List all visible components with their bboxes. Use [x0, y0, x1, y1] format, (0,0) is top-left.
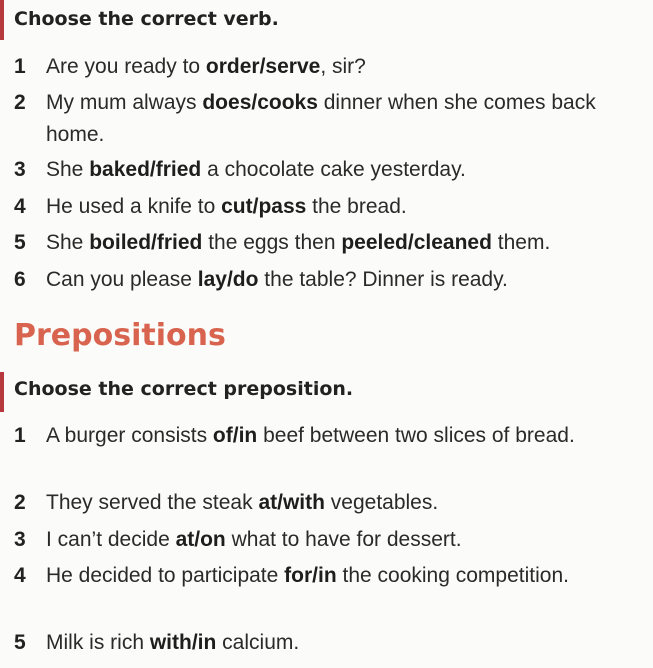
preposition-item-5 [14, 627, 653, 659]
item-number: 1 [14, 55, 26, 78]
section-marker-bar [0, 0, 4, 40]
preposition-choice: of/in [212, 424, 258, 447]
item-text: He decided to participate for/in the cooking competition. [46, 564, 569, 587]
item-text: They served the steak at/with vegetables. [46, 491, 439, 514]
item-text: My mum always does/cooks dinner when she comes back home. [46, 91, 596, 146]
item-number: 2 [14, 91, 26, 114]
verb-item-3 [14, 154, 653, 186]
item-number: 2 [14, 491, 26, 514]
verb-choice: peeled/cleaned [341, 231, 492, 254]
verb-item-6 [14, 264, 653, 296]
verb-choice: cut/pass [221, 195, 307, 218]
item-number: 5 [14, 231, 26, 254]
section-heading: Prepositions [14, 318, 226, 353]
verbs-instruction: Choose the correct verb. [14, 8, 279, 30]
preposition-choice: at/with [258, 491, 325, 514]
preposition-item-3 [14, 524, 653, 556]
verb-choice: baked/fried [89, 158, 202, 181]
item-number: 1 [14, 424, 26, 447]
preposition-item-4 [14, 560, 653, 592]
item-text: Are you ready to order/serve, sir? [46, 55, 366, 78]
item-number: 5 [14, 631, 26, 654]
verb-item-5 [14, 227, 653, 259]
section-marker-bar [0, 372, 4, 412]
item-text: He used a knife to cut/pass the bread. [46, 195, 407, 218]
verb-choice: boiled/fried [89, 231, 203, 254]
item-number: 3 [14, 528, 26, 551]
item-text: She boiled/fried the eggs then peeled/cleaned them. [46, 231, 551, 254]
item-number: 4 [14, 195, 26, 218]
item-text: Milk is rich with/in calcium. [46, 631, 300, 654]
verb-item-2 [14, 87, 653, 151]
item-text: She baked/fried a chocolate cake yesterday. [46, 158, 466, 181]
item-text: I can’t decide at/on what to have for dessert. [46, 528, 462, 551]
prepositions-instruction: Choose the correct preposition. [14, 378, 354, 400]
verb-choice: order/serve [205, 55, 321, 78]
preposition-choice: with/in [149, 631, 217, 654]
item-text: Can you please lay/do the table? Dinner is ready. [46, 268, 508, 291]
preposition-item-1 [14, 420, 653, 452]
item-number: 6 [14, 268, 26, 291]
verb-choice: does/cooks [202, 91, 318, 114]
item-number: 3 [14, 158, 26, 181]
preposition-item-2 [14, 487, 653, 519]
item-text: A burger consists of/in beef between two slices of bread. [46, 424, 575, 447]
preposition-choice: at/on [175, 528, 226, 551]
item-number: 4 [14, 564, 26, 587]
preposition-choice: for/in [284, 564, 337, 587]
verb-item-1 [14, 51, 653, 83]
verb-choice: lay/do [197, 268, 259, 291]
verb-item-4 [14, 191, 653, 223]
